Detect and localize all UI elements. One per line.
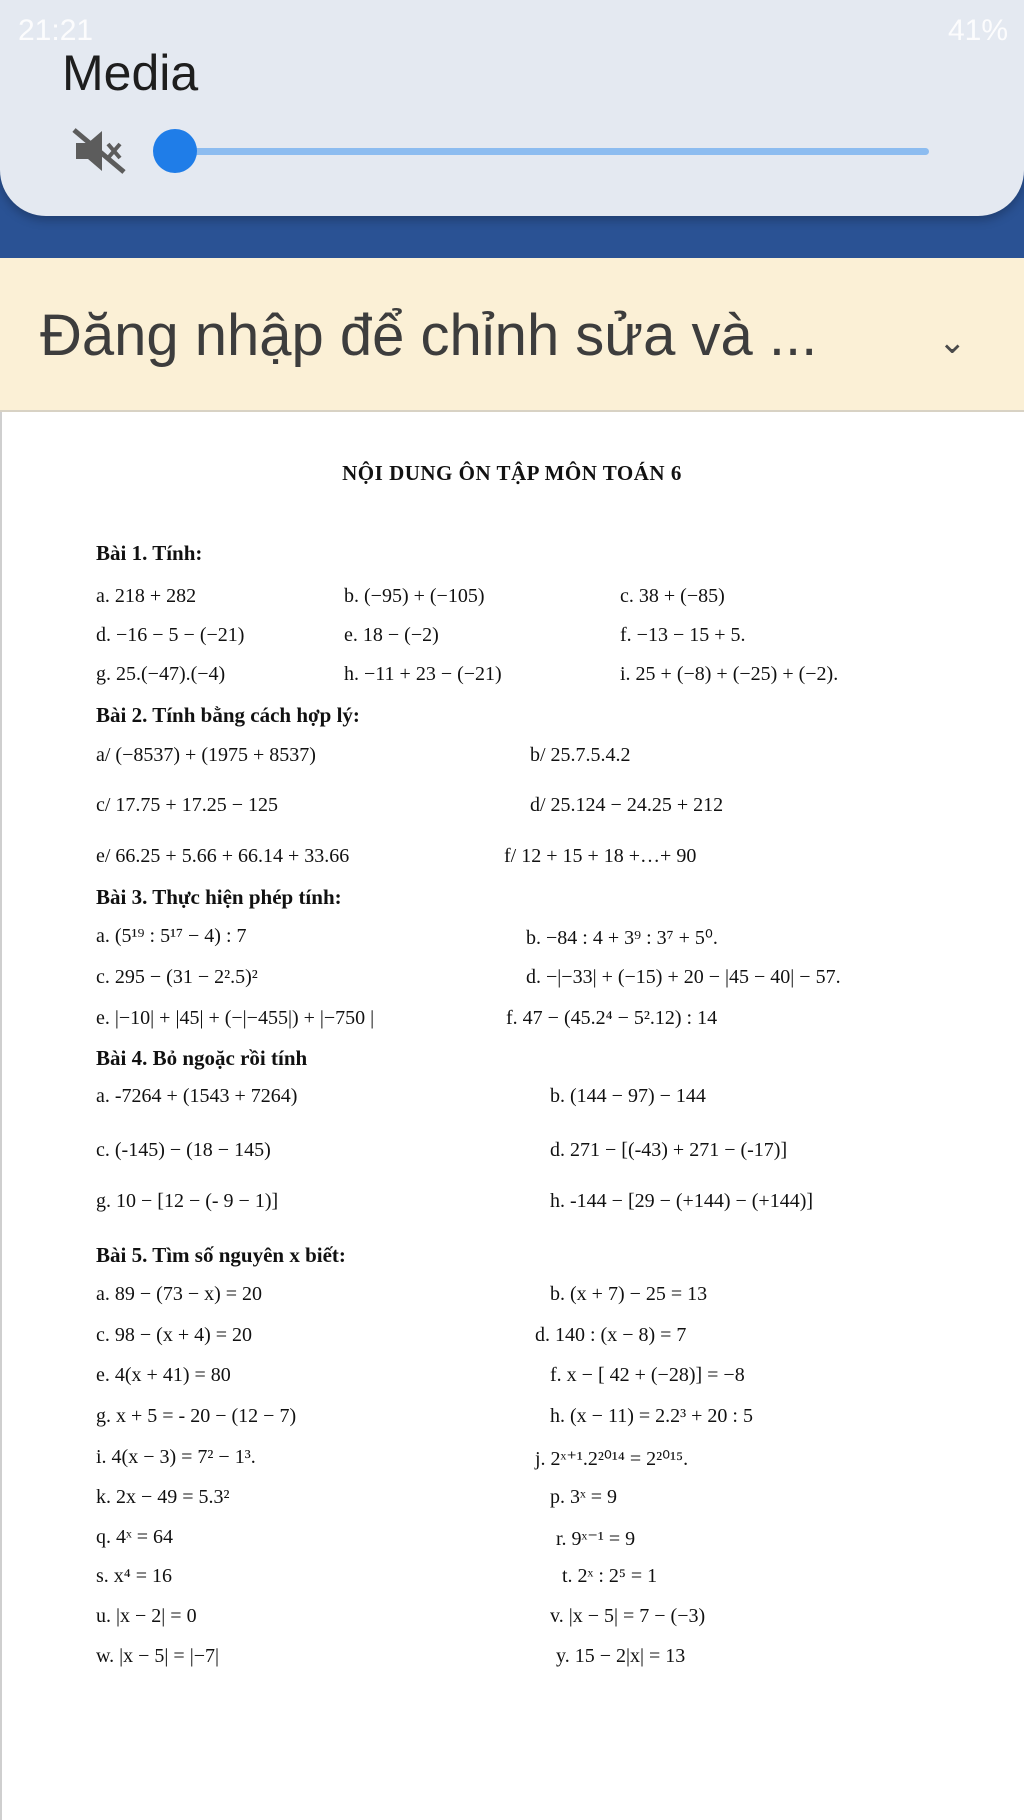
section-heading: Bài 1. Tính: [96,541,203,565]
exercise-item: i. 25 + (−8) + (−25) + (−2). [620,663,839,685]
exercise-item: f. 47 − (45.2⁴ − 5².12) : 14 [506,1007,718,1029]
exercise-item: c. (-145) − (18 − 145) [96,1139,271,1161]
chevron-down-icon[interactable]: ⌄ [938,322,967,362]
exercise-item: f/ 12 + 15 + 18 +…+ 90 [504,845,697,867]
status-time: 21:21 [18,14,94,47]
exercise-item: e/ 66.25 + 5.66 + 66.14 + 33.66 [96,845,350,867]
exercise-item: h. −11 + 23 − (−21) [344,663,502,685]
volume-slider-handle[interactable] [153,129,197,173]
section-heading: Bài 5. Tìm số nguyên x biết: [96,1243,346,1267]
exercise-item: q. 4ˣ = 64 [96,1526,174,1548]
exercise-item: b. (x + 7) − 25 = 13 [550,1283,708,1305]
exercise-item: f. −13 − 15 + 5. [620,624,746,646]
exercise-item: c. 295 − (31 − 2².5)² [96,966,258,988]
exercise-item: h. (x − 11) = 2.2³ + 20 : 5 [550,1405,753,1427]
exercise-item: a. 89 − (73 − x) = 20 [96,1283,263,1305]
exercise-item: b/ 25.7.5.4.2 [530,744,631,766]
banner-text: Đăng nhập để chỉnh sửa và ... [40,303,818,368]
exercise-item: b. (144 − 97) − 144 [550,1085,706,1107]
exercise-item: a. 218 + 282 [96,585,197,607]
section-heading: Bài 2. Tính bằng cách hợp lý: [96,703,360,727]
exercise-item: t. 2ˣ : 2⁵ = 1 [562,1565,658,1587]
document-title: NỘI DUNG ÔN TẬP MÔN TOÁN 6 [342,461,682,485]
exercise-item: g. 10 − [12 − (- 9 − 1)] [96,1190,279,1212]
exercise-item: d. 140 : (x − 8) = 7 [535,1324,687,1346]
exercise-item: e. 4(x + 41) = 80 [96,1364,231,1386]
exercise-item: r. 9ˣ⁻¹ = 9 [556,1528,636,1550]
exercise-item: p. 3ˣ = 9 [550,1486,618,1508]
exercise-item: s. x⁴ = 16 [96,1565,173,1587]
exercise-item: b. (−95) + (−105) [344,585,485,607]
exercise-item: h. -144 − [29 − (+144) − (+144)] [550,1190,814,1212]
media-label: Media [62,45,199,101]
exercise-item: c/ 17.75 + 17.25 − 125 [96,794,278,816]
exercise-item: e. |−10| + |45| + (−|−455|) + |−750 | [96,1007,375,1029]
exercise-item: a. -7264 + (1543 + 7264) [96,1085,298,1107]
exercise-item: y. 15 − 2|x| = 13 [556,1645,686,1667]
sign-in-banner[interactable] [0,258,1024,412]
exercise-item: i. 4(x − 3) = 7² − 1³. [96,1446,256,1468]
exercise-item: d/ 25.124 − 24.25 + 212 [530,794,724,816]
exercise-item: w. |x − 5| = |−7| [96,1645,219,1667]
exercise-item: g. 25.(−47).(−4) [96,663,226,685]
exercise-item: c. 98 − (x + 4) = 20 [96,1324,253,1346]
exercise-item: d. −|−33| + (−15) + 20 − |45 − 40| − 57. [526,966,841,988]
exercise-item: e. 18 − (−2) [344,624,439,646]
exercise-item: j. 2ˣ⁺¹.2²⁰¹⁴ = 2²⁰¹⁵. [535,1448,689,1470]
exercise-item: c. 38 + (−85) [620,585,725,607]
mute-speaker-icon[interactable] [72,128,126,174]
status-battery: 41% [947,14,1008,47]
section-heading: Bài 4. Bỏ ngoặc rồi tính [96,1046,308,1070]
volume-slider-track[interactable] [175,148,929,155]
exercise-item: v. |x − 5| = 7 − (−3) [550,1605,706,1627]
exercise-item: k. 2x − 49 = 5.3² [96,1486,230,1508]
media-volume-panel [0,0,1024,216]
exercise-item: b. −84 : 4 + 3⁹ : 3⁷ + 5⁰. [526,927,718,949]
exercise-item: f. x − [ 42 + (−28)] = −8 [550,1364,745,1386]
exercise-item: g. x + 5 = - 20 − (12 − 7) [96,1405,297,1427]
exercise-item: d. −16 − 5 − (−21) [96,624,245,646]
exercise-item: u. |x − 2| = 0 [96,1605,197,1627]
exercise-item: a/ (−8537) + (1975 + 8537) [96,744,316,766]
exercise-item: d. 271 − [(-43) + 271 − (-17)] [550,1139,788,1161]
exercise-item: a. (5¹⁹ : 5¹⁷ − 4) : 7 [96,925,247,947]
section-heading: Bài 3. Thực hiện phép tính: [96,885,342,909]
